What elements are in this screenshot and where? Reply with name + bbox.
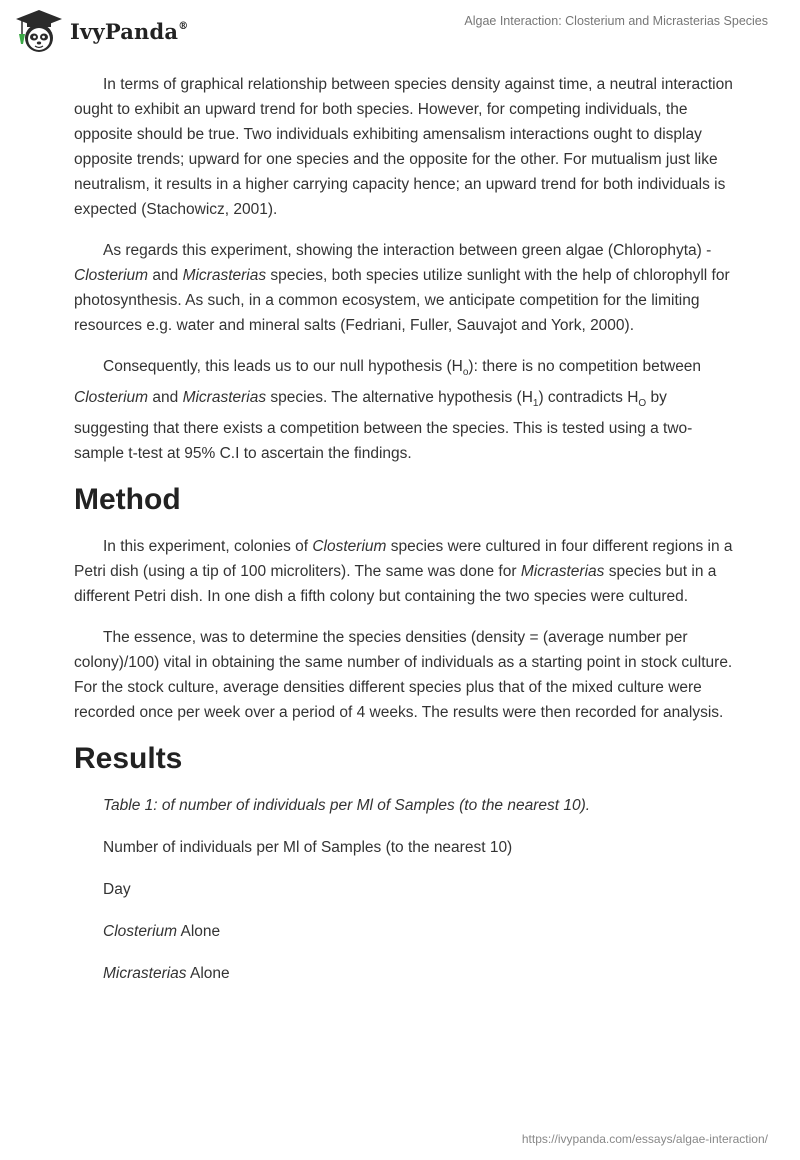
paragraph-hypothesis: Consequently, this leads us to our null hypothesis $(H_o)$: there is no competition between Closterium and Micrasterias species. The alternative hypothesis $(H_1)$ contradicts $H_O$ by suggesting that there exists a competition between the species. This is tested using a two-sample t-test at 95% C.I to ascertain the findings. <box>74 358 702 463</box>
source-url[interactable]: https://ivypanda.com/essays/algae-interaction/ <box>521 1132 768 1146</box>
results-table-text <box>74 793 734 986</box>
brand-name: IvyPanda® <box>70 18 189 44</box>
page-header <box>0 0 800 64</box>
table-caption: Table 1: of number of individuals per Ml of Samples (to the nearest 10). <box>103 797 591 815</box>
panda-graduate-icon <box>14 8 64 54</box>
article-body <box>74 72 734 1003</box>
paragraph-method-densities: The essence, was to determine the species densities (density = (average number per colony)/100) vital in obtaining the same number of individuals as a starting point in stock culture. For the stock culture, average densities different species plus that of the mixed culture were recorded once per week over a period of 4 weeks. The results were then recorded for analysis. <box>74 629 733 722</box>
table-column-micrasterias: Micrasterias Alone <box>103 965 230 983</box>
table-column-day: Day <box>103 881 131 899</box>
table-title: Number of individuals per Ml of Samples (to the nearest 10) <box>103 839 513 857</box>
document-title: Algae Interaction: Closterium and Micrasterias Species <box>464 14 768 28</box>
table-column-closterium: Closterium Alone <box>103 923 221 941</box>
paragraph-graphical-relationship: In terms of graphical relationship between species density against time, a neutral interaction ought to exhibit an upward trend for both species. However, for competing individuals, the opposite should be true. Two individuals exhibiting amensalism interactions ought to display opposite trends; upward for one species and the opposite for the other. For mutualism just like neutralism, it results in a higher carrying capacity hence; an upward trend for both individuals is expected (Stachowicz, 2001). <box>74 76 733 218</box>
paragraph-method-cultures: In this experiment, colonies of Closterium species were cultured in four different regions in a Petri dish (using a tip of 100 microliters). The same was done for Micrasterias species but in a different Petri dish. In one dish a fifth colony but containing the two species were cultured. <box>74 538 733 606</box>
method-heading: Method <box>74 483 181 517</box>
paragraph-experiment-overview: As regards this experiment, showing the interaction between green algae (Chlorophyta) - Closterium and Micrasterias species, both species utilize sunlight with the help of chlorophyll for photosynthesis. As such, in a common ecosystem, we anticipate competition for the limiting resources e.g. water and mineral salts (Fedriani, Fuller, Sauvajot and York, 2000). <box>74 242 730 334</box>
ivypanda-logo[interactable] <box>14 8 188 54</box>
results-heading: Results <box>74 742 183 776</box>
